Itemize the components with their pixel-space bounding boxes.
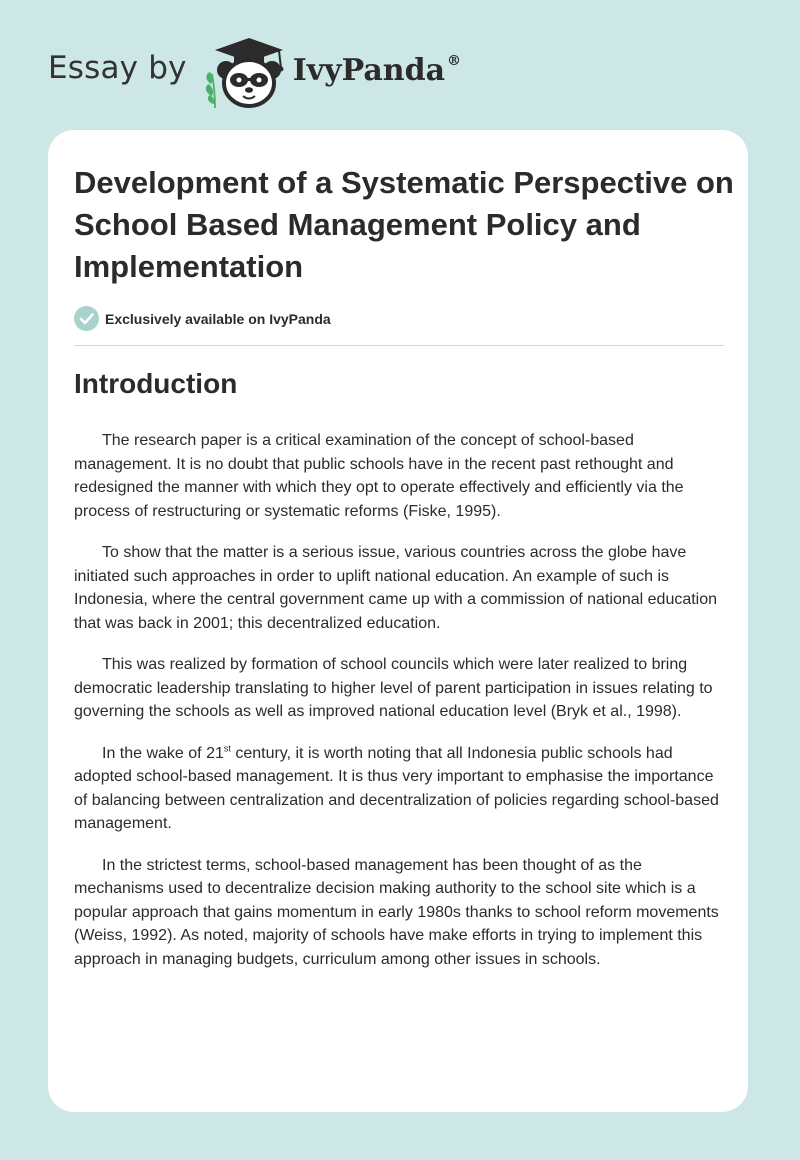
essay-title: Development of a Systematic Perspective on School Based Management Policy and Implementation: [74, 165, 734, 284]
section-heading-introduction: Introduction: [74, 368, 238, 399]
exclusive-badge: [74, 306, 331, 331]
check-circle-icon: [74, 306, 99, 331]
panda-graduate-icon: [201, 34, 291, 110]
paragraph-2: To show that the matter is a serious issue, various countries across the globe have initiated such approaches in order to uplift national education. An example of such is Indonesia, where the central government came up with a commission of national education that was back in 2001; this decentralized education.: [74, 544, 718, 632]
brand-prefix: Essay by: [48, 50, 187, 86]
registered-mark: ®: [447, 52, 462, 69]
essay-body: [74, 429, 726, 989]
ordinal-superscript: st: [223, 743, 231, 754]
essay-card: [48, 130, 748, 1112]
paragraph-4-start: In the wake of 21: [102, 744, 224, 762]
paragraph-4: [74, 742, 726, 836]
paragraph-4-rest: century, it is worth noting that all Indonesia public schools had adopted school-based management. It is thus very important to emphasise the importance of balancing between centralization and decentralization of policies regarding school-based management.: [74, 744, 719, 832]
paragraph-1: The research paper is a critical examination of the concept of school-based management. It is no doubt that public schools have in the recent past rethought and redesigned the manner with which they opt to operate effectively and efficiently via the process of restructuring or systematic reforms (Fiske, 1995).: [74, 432, 684, 520]
paragraph-3: This was realized by formation of school councils which were later realized to bring democratic leadership translating to higher level of parent participation in issues relating to governing the schools as well as improved national education level (Bryk et al., 1998).: [74, 656, 713, 720]
exclusive-badge-text: Exclusively available on IvyPanda: [105, 310, 331, 327]
brand-name: [293, 53, 461, 88]
site-header: [48, 34, 461, 110]
brand-name-text: IvyPanda: [292, 52, 446, 88]
paragraph-5: In the strictest terms, school-based management has been thought of as the mechanisms used to decentralize decision making authority to the school site which is a popular approach that gains momentum in early 1980s thanks to school reform movements (Weiss, 1992). As noted, majority of schools have make efforts in trying to implement this approach in managing budgets, curriculum among other issues in schools.: [74, 856, 719, 968]
title-divider: [74, 345, 724, 346]
